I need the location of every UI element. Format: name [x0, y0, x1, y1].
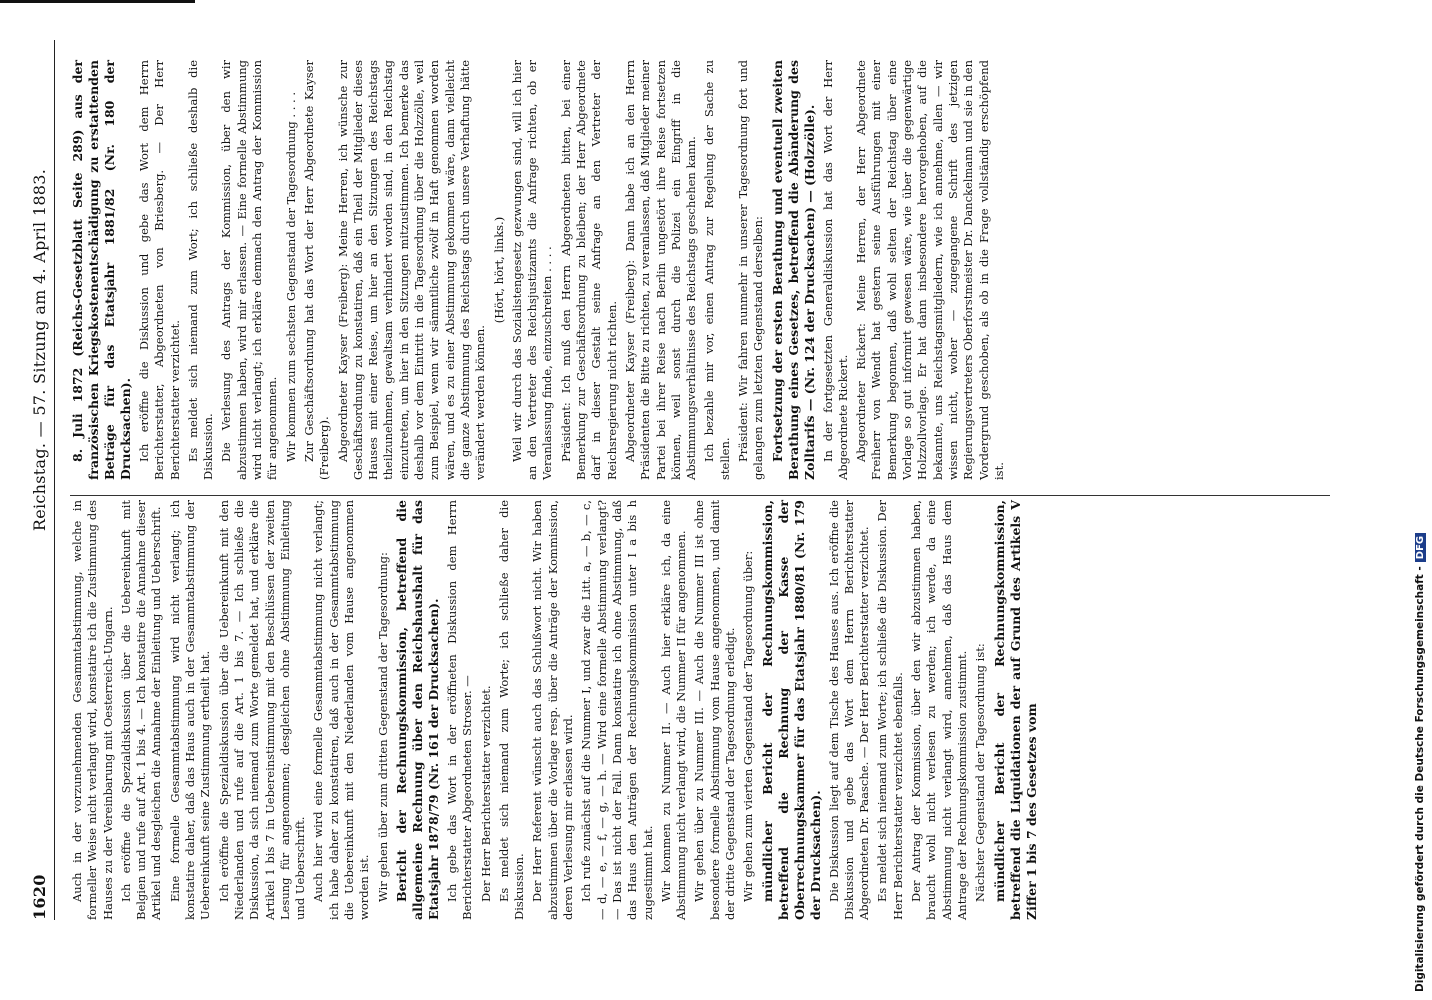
paragraph: Ich gebe das Wort in der eröffneten Diskussion dem Herrn Berichterstatter Abgeordneten Stroser. —: [444, 500, 475, 920]
paragraph: In der fortgesetzten Generaldiskussion hat das Wort der Herr Abgeordnete Rickert.: [820, 60, 850, 480]
agenda-item-heading: mündlicher Bericht der Rechnungskommission, betreffend die Rechnung der Kasse der Oberrechnungskammer für das Etatsjahr 1880/81 (Nr. 179 der Drucksachen).: [759, 500, 823, 920]
paragraph: Nächster Gegenstand der Tagesordnung ist:: [973, 643, 988, 902]
paragraph: Ich eröffne die Spezialdiskussion über die Uebereinkunft mit Belgien und rufe auf Art. 1 bis 4. — Ich konstatire die Annahme dieser Artikel und desgleichen die Annahme der Einleitung und Ueberschrift.: [118, 500, 164, 920]
agenda-item-heading: Bericht der Rechnungskommission, betreffend die allgemeine Rechnung über den Reichshaushalt für das Etatsjahr 1878/79 (Nr. 161 der Drucksachen).: [393, 500, 441, 920]
paragraph: Wir gehen über zu Nummer III. — Auch die Nummer III ist ohne besondere formelle Abstimmung vom Hause angenommen, und damit der dritte Gegenstand der Tagesordnung erledigt.: [692, 500, 737, 920]
speech-paragraph: Abgeordneter Rickert: Meine Herren, der Herr Abgeordnete Freiherr von Wendt hat gestern seine Ausführungen mit einer Bemerkung begonnen, daß wohl selten der Reichstag über eine Vorlage so gut informirt gewesen wäre, wie über die gegenwärtige Holzzollvorlage. Er hat dann insbesondere hervorgehoben, auf die bekannte, uns Reichstagsmitgliedern, wie ich annehme, allen — wir wissen nicht, woher — zugegangene Schrift des jetzigen Regierungsvertreters Oberforstmeister Dr. Danckelmann und sie in den Vordergrund geschoben, als ob in die Frage vollständig erschöpfend ist.: [854, 60, 1006, 480]
speech-paragraph: Abgeordneter Kayser (Freiberg): Meine Herren, ich wünsche zur Geschäftsordnung zu konstatiren, daß ein Theil der Mitglieder dieses Hauses mit einer Reise, um hier an den Sitzungen des Reichstags theilzunehmen, gewaltsam verhindert worden sind, in den Reichstag einzutreten, um hier in den Sitzungen mitzustimmen. Ich bemerke das deshalb vor dem Eintritt in die Tagesordnung über die Holzzölle, weil zum Beispiel, wenn wir sämmtliche zwölf in Haft genommen worden wären, und es zu einer Abstimmung gekommen wäre, dann vielleicht die ganze Abstimmung des Reichstags durch unsere Verhaftung hätte verändert werden können.: [335, 60, 488, 480]
paragraph: Die Verlesung des Antrags der Kommission, über den wir abzustimmen haben, wird mir erlassen. — Eine formelle Abstimmung wird nicht verlangt; ich erkläre demnach den Antrag der Kommission für angenommen.: [219, 60, 280, 480]
speech-paragraph: Abgeordneter Kayser (Freiberg): Dann habe ich an den Herrn Präsidenten die Bitte zu richten, zu veranlassen, daß Mitglieder meiner Partei bei ihrer Reise nach Berlin ungestört ihre Reise fortsetzen können, weil sonst durch die Polizei ein Eingriff in die Abstimmungsverhältnisse des Reichstags geschehen kann.: [622, 60, 699, 480]
paragraph: Ich rufe zunächst auf die Nummer I, und zwar die Litt. a, — b, — c, — d, — e, — f, — g, — h. — Wird eine formelle Abstimmung verlangt? — Das ist nicht der Fall. Dann konstatire ich ohne Abstimmung, daß das Haus den Anträgen der Rechnungskommission unter I a bis h zugestimmt hat.: [579, 500, 655, 920]
paragraph: Auch in der vorzunehmenden Gesammtabstimmung, welche in formeller Weise nicht verlangt wird, konstatire ich die Zustimmung des Hauses zu der Vereinbarung mit Oesterreich-Ungarn.: [70, 500, 115, 920]
header-rule: [54, 40, 55, 920]
interjection: (Hört, hört, links.): [491, 216, 506, 324]
paragraph: Der Herr Referent wünscht auch das Schlußwort nicht. Wir haben abzustimmen über die Vorlage resp. über die Anträge der Kommission, deren Verlesung mir erlassen wird.: [530, 500, 576, 920]
speech-paragraph: Präsident: Ich muß den Herrn Abgeordneten bitten, bei einer Bemerkung zur Geschäftsordnung zu bleiben; der Herr Abgeordnete darf in dieser Gestalt seine Anfrage an den Vertreter der Reichsregierung nicht richten.: [558, 60, 619, 480]
paragraph: Wir kommen zum sechsten Gegenstand der Tagesordnung . . . .: [283, 92, 298, 462]
page-number: 1620: [30, 874, 49, 920]
paragraph: Weil wir durch das Sozialistengesetz gezwungen sind, will ich hier an den Vertreter des Reichsjustizamts die Anfrage richten, ob er Veranlassung finde, einzuschreiten . . . .: [509, 60, 555, 480]
left-column: [70, 500, 1043, 920]
paragraph: Wir kommen zu Nummer II. — Auch hier erkläre ich, da eine Abstimmung nicht verlangt wird, die Nummer II für angenommen.: [658, 500, 689, 920]
dfg-logo: DFG: [1415, 533, 1426, 562]
paragraph: Zur Geschäftsordnung hat das Wort der Herr Abgeordnete Kayser (Freiberg).: [301, 60, 332, 480]
dfg-sidebar: [1410, 8, 1432, 992]
paragraph: Es meldet sich niemand zum Wort; ich schließe deshalb die Diskussion.: [185, 60, 216, 480]
paragraph: Eine formelle Gesammtabstimmung wird nicht verlangt; ich konstatire daher, daß das Haus auch in der Gesammtabstimmung der Uebereinkunft seine Zustimmung ertheilt hat.: [167, 500, 213, 920]
agenda-item-heading: mündlicher Bericht der Rechnungskommission, betreffend die Liquidationen der auf Grund des Artikels V Ziffer 1 bis 7 des Gesetzes vom: [991, 500, 1039, 920]
paragraph: Der Antrag der Kommission, über den wir abzustimmen haben, braucht wohl nicht verlesen zu werden; ich werde, da eine Abstimmung nicht verlangt wird, annehmen, daß das Haus dem Antrage der Rechnungskommission zustimmt.: [909, 500, 969, 920]
paragraph: Ich eröffne die Diskussion und gebe das Wort dem Herrn Berichterstatter, Abgeordneten von Briesberg. — Der Herr Berichterstatter verzichtet.: [137, 60, 182, 480]
column-divider: [70, 495, 1330, 496]
paragraph: Auch hier wird eine formelle Gesammtabstimmung nicht verlangt; ich habe daher zu konstatiren, daß auch in der Gesammtabstimmung die Uebereinkunft mit den Niederlanden vom Hause angenommen worden ist.: [311, 500, 372, 920]
agenda-item-heading: 8. Juli 1872 (Reichs-Gesetzblatt Seite 289) aus der französischen Kriegskostenentschädigung zu erstattenden Beträge für das Etatsjahr 1881/82 (Nr. 180 der Drucksachen).: [70, 60, 133, 480]
right-column: [70, 60, 1010, 480]
paragraph: Wir gehen über zum dritten Gegenstand der Tagesordnung:: [375, 552, 390, 902]
paragraph: Die Diskussion liegt auf dem Tische des Hauses aus. Ich eröffne die Diskussion und gebe das Wort dem Herrn Berichterstatter Abgeordneten Dr. Paasche. — Der Herr Berichterstatter verzichtet.: [826, 500, 872, 920]
dfg-sidebar-text-wrap: [1414, 8, 1432, 992]
paragraph: Der Herr Berichterstatter verzichtet.: [478, 685, 493, 902]
paragraph: Es meldet sich niemand zum Worte; ich schließe die Diskussion. Der Herr Berichterstatter verzichtet ebenfalls.: [875, 500, 905, 920]
agenda-item-heading: Fortsetzung der ersten Berathung und eventuell zweiten Berathung eines Gesetzes, betreffend die Abänderung des Zolltarifs — (Nr. 124 der Drucksachen) — (Holzzölle).: [769, 60, 817, 480]
paragraph: Ich eröffne die Spezialdiskussion über die Uebereinkunft mit den Niederlanden und rufe auf die Art. 1 bis 7. — Ich schließe die Diskussion, da sich niemand zum Worte gemeldet hat, und erkläre die Artikel 1 bis 7 in Uebereinstimmung mit den Beschlüssen der zweiten Lesung für angenommen; desgleichen ohne Abstimmung Einleitung und Ueberschrift.: [216, 500, 308, 920]
dfg-credit-text: Digitalisierung gefördert durch die Deutsche Forschungsgemeinschaft -: [1414, 566, 1426, 992]
paragraph: Wir gehen zum vierten Gegenstand der Tagesordnung über:: [741, 550, 756, 902]
speech-paragraph: Präsident: Wir fahren nunmehr in unserer Tagesordnung fort und gelangen zum letzten Gegenstand derselben:: [735, 60, 766, 480]
page-title: Reichstag. — 57. Sitzung am 4. April 1883.: [30, 168, 49, 532]
paragraph: Ich bezahle mir vor, einen Antrag zur Regelung der Sache zu stellen.: [702, 60, 732, 480]
paragraph: Es meldet sich niemand zum Worte; ich schließe daher die Diskussion.: [496, 500, 527, 920]
running-header: [22, 30, 52, 970]
